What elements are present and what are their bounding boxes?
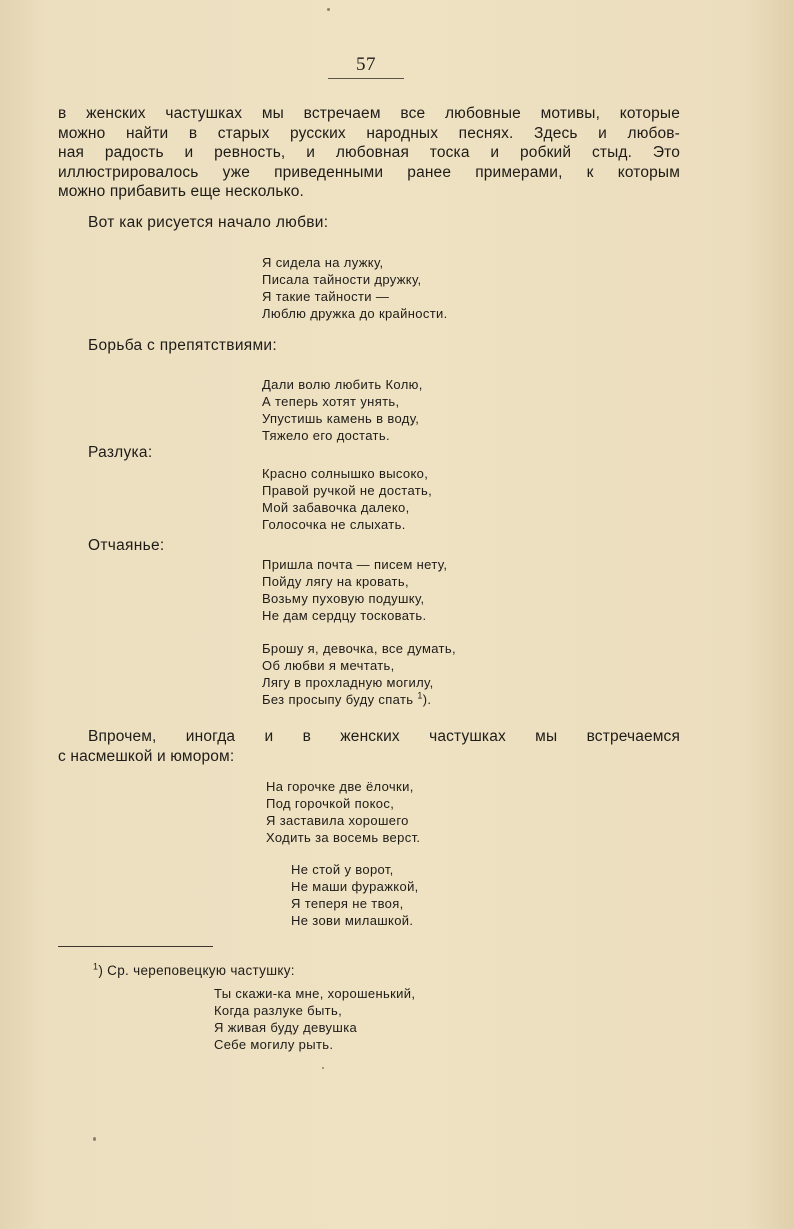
text-line: в женских частушках мы встречаем все любовные мотивы, которые [58, 105, 680, 122]
text-line: можно найти в старых русских народных песнях. Здесь и любов- [58, 124, 680, 142]
intro-paragraph [58, 104, 680, 202]
footnote-rule [58, 946, 213, 947]
verse-line: Когда разлуке быть, [214, 1003, 343, 1018]
verse-line: Я такие тайности — [262, 289, 390, 304]
humor-paragraph [58, 727, 680, 766]
verse-line: На горочке две ёлочки, [266, 779, 414, 794]
paper-speck [322, 1067, 324, 1069]
verse-line: Писала тайности дружку, [262, 272, 422, 287]
paper-speck [327, 8, 330, 11]
footnote-reference-close: ). [422, 692, 432, 707]
text-line: ная радость и ревность, и любовная тоска и робкий стыд. Это [58, 144, 680, 161]
verse-line: Ты скажи-ка мне, хорошенький, [214, 986, 416, 1001]
text-line: иллюстрировалось уже приведенными ранее примерами, к которым [58, 163, 680, 181]
verse-line: А теперь хотят унять, [262, 394, 400, 409]
verse-line: Не зови милашкой. [291, 913, 414, 928]
verse-line: Правой ручкой не достать, [262, 483, 433, 498]
verse-line: Лягу в прохладную могилу, [262, 675, 434, 690]
page-number-rule [328, 78, 404, 79]
verse-line: Себе могилу рыть. [214, 1037, 334, 1052]
verse-line: Голосочка не слыхать. [262, 517, 406, 532]
footnote-marker: 1 [93, 961, 99, 972]
struggle-label: Борьба с препятствиями: [88, 337, 277, 354]
verse-line: Я живая буду девушка [214, 1020, 358, 1035]
text-line: Впрочем, иногда и в женских частушках мы встречаемся [88, 728, 680, 745]
footnote-intro [93, 963, 295, 978]
verse-line: Под горочкой покос, [266, 796, 395, 811]
verse-line: Пришла почта — писем нету, [262, 557, 448, 572]
paper-speck [93, 1137, 96, 1141]
despair-label: Отчаянье: [88, 537, 165, 554]
verse-line: Я теперя не твоя, [291, 896, 404, 911]
footnote-reference: 1 [417, 690, 423, 701]
verse-line: Брошу я, девочка, все думать, [262, 641, 456, 656]
verse-line: Я заставила хорошего [266, 813, 409, 828]
verse-despair-continued [262, 640, 456, 708]
verse-struggle [262, 376, 423, 444]
verse-line: Тяжело его достать. [262, 428, 390, 443]
verse-line-text: Без просыпу буду спать [262, 692, 414, 707]
verse-line: Мой забавочка далеко, [262, 500, 410, 515]
verse-despair [262, 556, 447, 624]
verse-love-beginning [262, 254, 448, 322]
verse-line [262, 691, 456, 708]
verse-humor-continued [291, 861, 419, 929]
text-line: с насмешкой и юмором: [58, 747, 235, 765]
text-line: можно прибавить еще несколько. [58, 183, 304, 200]
verse-line: Не стой у ворот, [291, 862, 394, 877]
verse-line: Красно солнышко высоко, [262, 466, 429, 481]
verse-line: Люблю дружка до крайности. [262, 306, 448, 321]
verse-line: Не дам сердцу тосковать. [262, 608, 427, 623]
footnote-intro-text: ) Ср. череповецкую частушку: [98, 963, 295, 978]
verse-humor [266, 778, 420, 846]
verse-line: Ходить за восемь верст. [266, 830, 421, 845]
verse-separation [262, 465, 432, 533]
footnote-verse [214, 985, 415, 1053]
verse-line: Пойду лягу на кровать, [262, 574, 409, 589]
page-number: 57 [356, 54, 376, 75]
verse-line: Упустишь камень в воду, [262, 411, 420, 426]
separation-label: Разлука: [88, 444, 153, 461]
verse-line: Возьму пуховую подушку, [262, 591, 425, 606]
verse-line: Я сидела на лужку, [262, 255, 384, 270]
verse-line: Не маши фуражкой, [291, 879, 419, 894]
verse-line: Об любви я мечтать, [262, 658, 395, 673]
verse-line: Дали волю любить Колю, [262, 377, 423, 392]
love-beginning-intro: Вот как рисуется начало любви: [88, 214, 329, 231]
